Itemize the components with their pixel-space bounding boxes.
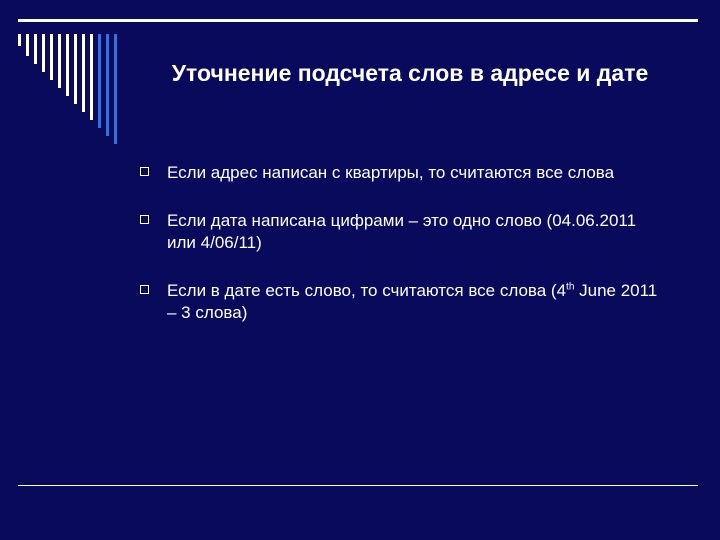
decor-bar (106, 34, 109, 136)
decor-bar (114, 34, 117, 144)
decor-bar (18, 34, 21, 46)
bullet-list (140, 162, 660, 324)
bullet-text-start: Если в дате есть слово, то считаются все слова (4 (167, 281, 567, 300)
bottom-rule (18, 485, 698, 486)
hollow-square-icon (140, 215, 149, 224)
decor-bar (26, 34, 29, 56)
decor-bar (90, 34, 93, 120)
bullet-text: Если дата написана цифрами – это одно слово (04.06.2011 или 4/06/11) (167, 211, 637, 252)
decor-bar (98, 34, 101, 128)
bullet-item (140, 210, 660, 254)
bullet-text: Если адрес написан с квартиры, то считаются все слова (167, 163, 615, 182)
bullet-item (140, 162, 660, 184)
decor-bar (66, 34, 69, 96)
bullet-item (140, 280, 660, 324)
decor-bar (42, 34, 45, 72)
decor-bar (58, 34, 61, 88)
hollow-square-icon (140, 167, 149, 176)
slide-title: Уточнение подсчета слов в адресе и дате (171, 60, 649, 86)
top-rule (18, 19, 698, 22)
bullet-text-end: June 2011 – 3 слова) (167, 281, 658, 322)
decor-bar (74, 34, 77, 104)
decor-bar (34, 34, 37, 64)
hollow-square-icon (140, 285, 149, 294)
decor-bar (50, 34, 53, 80)
ordinal-superscript: th (566, 281, 575, 293)
decor-bar (82, 34, 85, 112)
